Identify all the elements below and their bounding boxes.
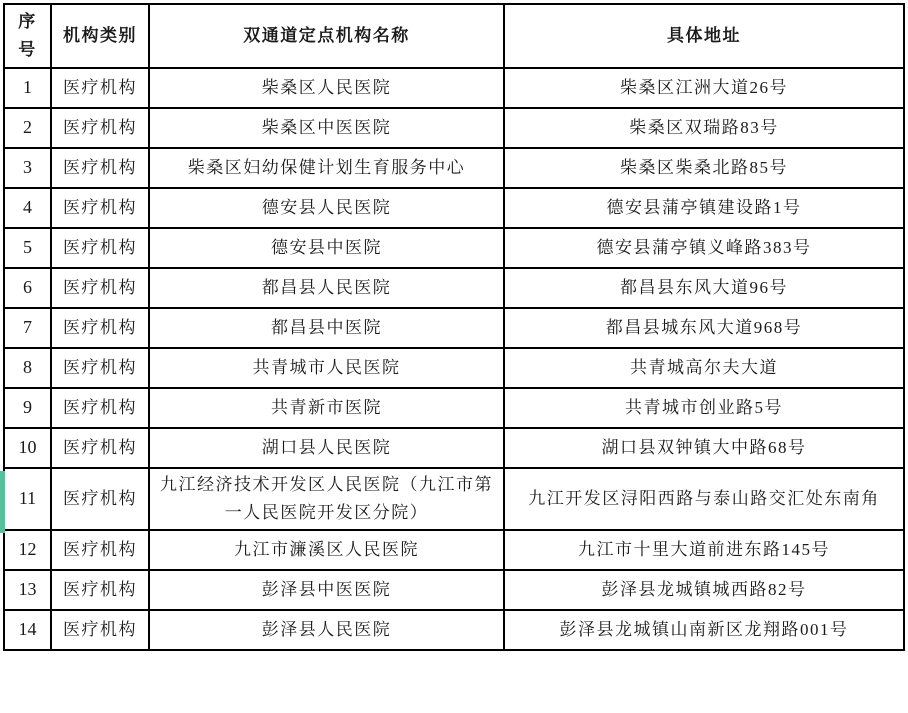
cell-index: 4 [4,188,51,228]
header-cell-category: 机构类别 [51,4,149,68]
table-row [4,308,904,348]
cell-index: 9 [4,388,51,428]
cell-address: 彭泽县龙城镇城西路82号 [504,570,904,610]
cell-name: 柴桑区人民医院 [149,68,504,108]
cell-index: 12 [4,530,51,570]
table-row [4,348,904,388]
cell-name: 柴桑区妇幼保健计划生育服务中心 [149,148,504,188]
table-row [4,388,904,428]
cell-address: 湖口县双钟镇大中路68号 [504,428,904,468]
table-header [4,4,904,68]
cell-name: 彭泽县人民医院 [149,610,504,650]
cell-index: 6 [4,268,51,308]
cell-category: 医疗机构 [51,570,149,610]
cell-category: 医疗机构 [51,188,149,228]
table-row [4,570,904,610]
cell-index: 5 [4,228,51,268]
cell-category: 医疗机构 [51,268,149,308]
cell-address: 共青城高尔夫大道 [504,348,904,388]
cell-address: 都昌县城东风大道968号 [504,308,904,348]
cell-index: 13 [4,570,51,610]
cell-name: 德安县中医院 [149,228,504,268]
cell-category: 医疗机构 [51,348,149,388]
table-body [4,68,904,650]
table-row [4,468,904,530]
header-cell-index: 序号 [4,4,51,68]
table-row [4,188,904,228]
cell-address: 九江市十里大道前进东路145号 [504,530,904,570]
cell-name: 柴桑区中医医院 [149,108,504,148]
header-cell-address: 具体地址 [504,4,904,68]
table-row [4,108,904,148]
table-row [4,148,904,188]
cell-name: 共青城市人民医院 [149,348,504,388]
cell-category: 医疗机构 [51,148,149,188]
cell-category: 医疗机构 [51,530,149,570]
table-row [4,428,904,468]
cell-index: 8 [4,348,51,388]
cell-index: 11 [4,468,51,530]
cell-name: 都昌县人民医院 [149,268,504,308]
cell-name: 都昌县中医院 [149,308,504,348]
cell-category: 医疗机构 [51,228,149,268]
header-cell-name: 双通道定点机构名称 [149,4,504,68]
cell-category: 医疗机构 [51,428,149,468]
cell-address: 柴桑区柴桑北路85号 [504,148,904,188]
cell-name: 德安县人民医院 [149,188,504,228]
cell-category: 医疗机构 [51,108,149,148]
table-row [4,268,904,308]
cell-address: 共青城市创业路5号 [504,388,904,428]
cell-name: 九江市濂溪区人民医院 [149,530,504,570]
table-row [4,228,904,268]
cell-name: 彭泽县中医医院 [149,570,504,610]
cell-address: 柴桑区双瑞路83号 [504,108,904,148]
cell-category: 医疗机构 [51,308,149,348]
cell-name: 九江经济技术开发区人民医院（九江市第一人民医院开发区分院） [149,468,504,530]
cell-address: 德安县蒲亭镇义峰路383号 [504,228,904,268]
cell-address: 德安县蒲亭镇建设路1号 [504,188,904,228]
table-row [4,530,904,570]
cell-address: 柴桑区江洲大道26号 [504,68,904,108]
cell-name: 共青新市医院 [149,388,504,428]
cell-index: 7 [4,308,51,348]
cell-category: 医疗机构 [51,68,149,108]
designated-institutions-table [3,3,905,651]
cell-index: 3 [4,148,51,188]
table-row [4,68,904,108]
cell-category: 医疗机构 [51,468,149,530]
cell-index: 2 [4,108,51,148]
cell-name: 湖口县人民医院 [149,428,504,468]
cell-index: 14 [4,610,51,650]
cell-address: 彭泽县龙城镇山南新区龙翔路001号 [504,610,904,650]
cell-address: 都昌县东风大道96号 [504,268,904,308]
header-row [4,4,904,68]
cell-address: 九江开发区浔阳西路与泰山路交汇处东南角 [504,468,904,530]
selection-accent-bar [0,471,5,533]
cell-category: 医疗机构 [51,610,149,650]
cell-index: 1 [4,68,51,108]
table-row [4,610,904,650]
cell-index: 10 [4,428,51,468]
cell-category: 医疗机构 [51,388,149,428]
